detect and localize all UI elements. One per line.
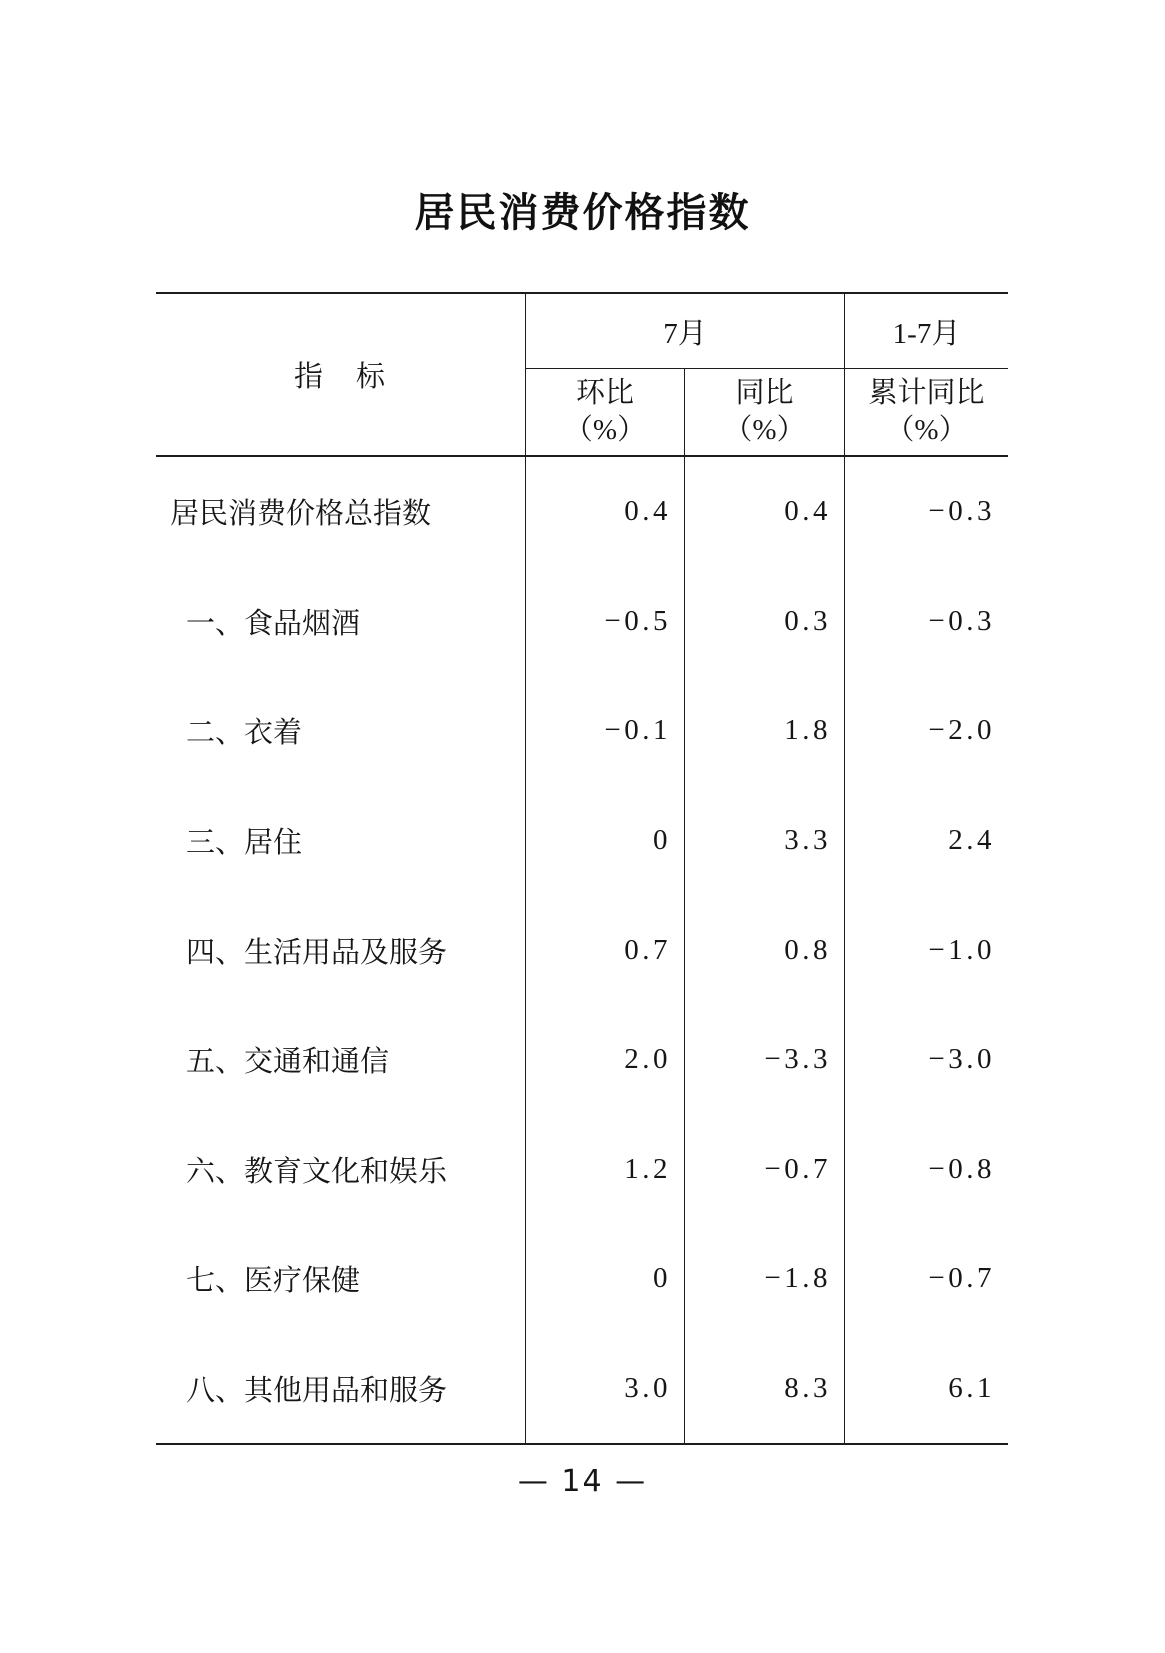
row-total-mom: 0.4 bbox=[525, 457, 684, 567]
page-title: 居民消费价格指数 bbox=[414, 191, 751, 235]
row-housing-yoy: 3.3 bbox=[684, 786, 844, 896]
row-label-clothing: 二、衣着 bbox=[186, 717, 303, 750]
row-other-goods-yoy: 8.3 bbox=[684, 1334, 844, 1444]
row-total-yoy: 0.4 bbox=[684, 457, 844, 567]
row-household-goods-cum: −1.0 bbox=[844, 895, 1008, 1005]
header-mom-unit: （%） bbox=[563, 414, 647, 446]
header-period-july: 7月 bbox=[525, 294, 844, 369]
row-education-culture-mom: 1.2 bbox=[525, 1115, 684, 1225]
row-label-healthcare: 七、医疗保健 bbox=[186, 1265, 361, 1298]
row-label-total: 居民消费价格总指数 bbox=[170, 498, 432, 531]
row-education-culture-yoy: −0.7 bbox=[684, 1115, 844, 1225]
header-mom bbox=[525, 369, 684, 457]
row-clothing-mom: −0.1 bbox=[525, 676, 684, 786]
row-housing-cum: 2.4 bbox=[844, 786, 1008, 896]
header-yoy-unit: （%） bbox=[723, 414, 806, 446]
row-food-tobacco-yoy: 0.3 bbox=[684, 567, 844, 677]
row-clothing-yoy: 1.8 bbox=[684, 676, 844, 786]
row-household-goods-mom: 0.7 bbox=[525, 895, 684, 1005]
header-cum-yoy-label: 累计同比 bbox=[868, 377, 985, 409]
row-education-culture-cum: −0.8 bbox=[844, 1115, 1008, 1225]
row-household-goods-yoy: 0.8 bbox=[684, 895, 844, 1005]
row-total-cum: −0.3 bbox=[844, 457, 1008, 567]
page-number: — 14 — bbox=[517, 1464, 648, 1499]
row-other-goods-cum: 6.1 bbox=[844, 1334, 1008, 1444]
row-other-goods-mom: 3.0 bbox=[525, 1334, 684, 1444]
row-label-food-tobacco: 一、食品烟酒 bbox=[186, 607, 361, 640]
header-mom-label: 环比 bbox=[575, 377, 634, 409]
row-healthcare-cum: −0.7 bbox=[844, 1224, 1008, 1334]
header-cum-yoy bbox=[844, 369, 1008, 457]
header-yoy bbox=[684, 369, 844, 457]
row-label-housing: 三、居住 bbox=[186, 827, 303, 860]
row-food-tobacco-cum: −0.3 bbox=[844, 567, 1008, 677]
row-healthcare-yoy: −1.8 bbox=[684, 1224, 844, 1334]
row-housing-mom: 0 bbox=[525, 786, 684, 896]
row-transport-comm-yoy: −3.3 bbox=[684, 1005, 844, 1115]
row-transport-comm-mom: 2.0 bbox=[525, 1005, 684, 1115]
row-clothing-cum: −2.0 bbox=[844, 676, 1008, 786]
row-transport-comm-cum: −3.0 bbox=[844, 1005, 1008, 1115]
row-food-tobacco-mom: −0.5 bbox=[525, 567, 684, 677]
header-yoy-label: 同比 bbox=[735, 377, 794, 409]
row-healthcare-mom: 0 bbox=[525, 1224, 684, 1334]
cpi-table bbox=[156, 292, 1008, 1445]
row-label-transport-comm: 五、交通和通信 bbox=[186, 1046, 390, 1079]
header-period-jan-july: 1-7月 bbox=[844, 294, 1008, 369]
row-label-other-goods: 八、其他用品和服务 bbox=[186, 1375, 448, 1408]
row-label-household-goods: 四、生活用品及服务 bbox=[186, 936, 448, 969]
row-label-education-culture: 六、教育文化和娱乐 bbox=[186, 1155, 448, 1188]
header-indicator: 指 标 bbox=[156, 294, 525, 457]
header-cum-yoy-unit: （%） bbox=[885, 414, 968, 446]
